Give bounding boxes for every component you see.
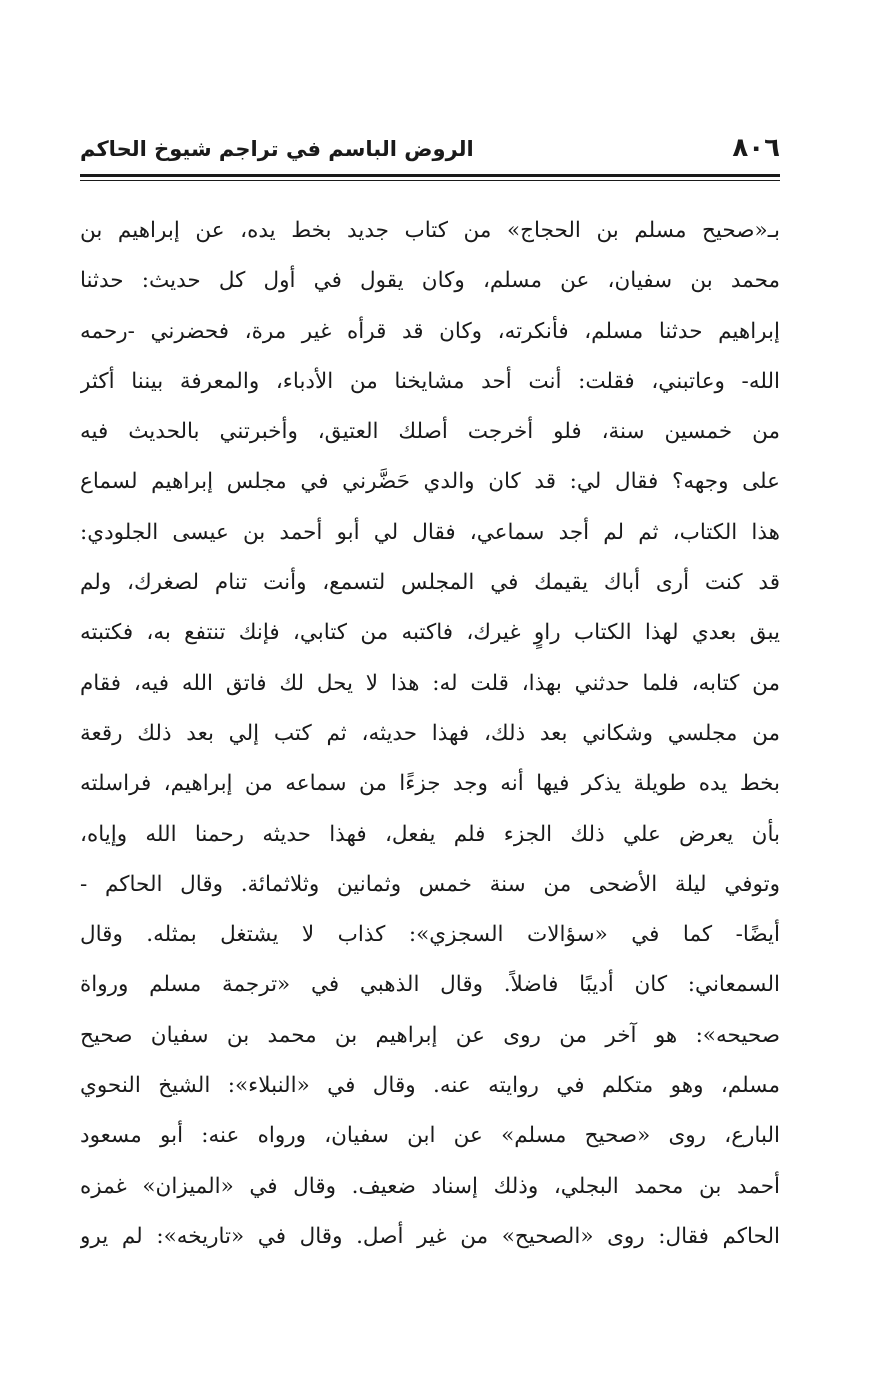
text-line: الله- وعاتبني، فقلت: أنت أحد مشايخنا من الأدباء، والمعرفة بيننا أكثر [80,368,780,394]
text-line: مسلم، وهو متكلم في روايته عنه. وقال في «النبلاء»: الشيخ النحوي [80,1073,780,1099]
text-line: من خمسين سنة، فلو أخرجت أصلك العتيق، وأخبرتني بالحديث فيه [80,419,780,445]
text-line: أحمد بن محمد البجلي، وذلك إسناد ضعيف. وقال في «الميزان» غمزه [80,1173,780,1199]
text-line: من كتابه، فلما حدثني بهذا، قلت له: هذا لا يحل لك فاتق الله فيه، فقام [80,670,780,696]
text-line: بـ«صحيح مسلم بن الحجاج» من كتاب جديد بخط يده، عن إبراهيم بن [80,218,780,243]
running-header [80,132,780,172]
text-line: السمعاني: كان أديبًا فاضلاً. وقال الذهبي في «ترجمة مسلم ورواة [80,972,780,998]
text-line: إبراهيم حدثنا مسلم، فأنكرته، وكان قد قرأه غير مرة، فحضرني -رحمه [80,318,780,344]
text-line: من مجلسي وشكاني بعد ذلك، فهذا حديثه، ثم كتب إلي بعد ذلك رقعة [80,720,780,746]
text-line: قد كنت أرى أباك يقيمك في المجلس لتسمع، وأنت تنام لصغرك، ولم [80,570,780,596]
text-line: البارع، روى «صحيح مسلم» عن ابن سفيان، ورواه عنه: أبو مسعود [80,1123,780,1149]
text-line: هذا الكتاب، ثم لم أجد سماعي، فقال لي أبو أحمد بن عيسى الجلودي: [80,519,780,545]
header-rule-thin [80,180,780,181]
text-line: يبق بعدي لهذا الكتاب راوٍ غيرك، فاكتبه من كتابي، فإنك تنتفع به، فكتبته [80,620,780,646]
text-line: بأن يعرض علي ذلك الجزء فلم يفعل، فهذا حديثه رحمنا الله وإياه، [80,821,780,847]
text-line: وتوفي ليلة الأضحى من سنة خمس وثمانين وثلاثمائة. وقال الحاكم - [80,871,780,897]
header-rule-thick [80,174,780,177]
text-line: محمد بن سفيان، عن مسلم، وكان يقول في أول كل حديث: حدثنا [80,268,780,294]
body-text [80,206,780,1262]
text-line: بخط يده طويلة يذكر فيها أنه وجد جزءًا من سماعه من إبراهيم، فراسلته [80,771,780,797]
book-title: الروض الباسم في تراجم شيوخ الحاكم [80,137,474,161]
text-line: صحيحه»: هو آخر من روى عن إبراهيم بن محمد بن سفيان صحيح [80,1022,780,1048]
text-line: الحاكم فقال: روى «الصحيح» من غير أصل. وقال في «تاريخه»: لم يرو [80,1223,780,1249]
text-line: على وجهه؟ فقال لي: قد كان والدي حَضَّرني في مجلس إبراهيم لسماع [80,469,780,495]
text-line: أيضًا- كما في «سؤالات السجزي»: كذاب لا يشتغل بمثله. وقال [80,922,780,948]
page-number: ٨٠٦ [732,133,780,163]
